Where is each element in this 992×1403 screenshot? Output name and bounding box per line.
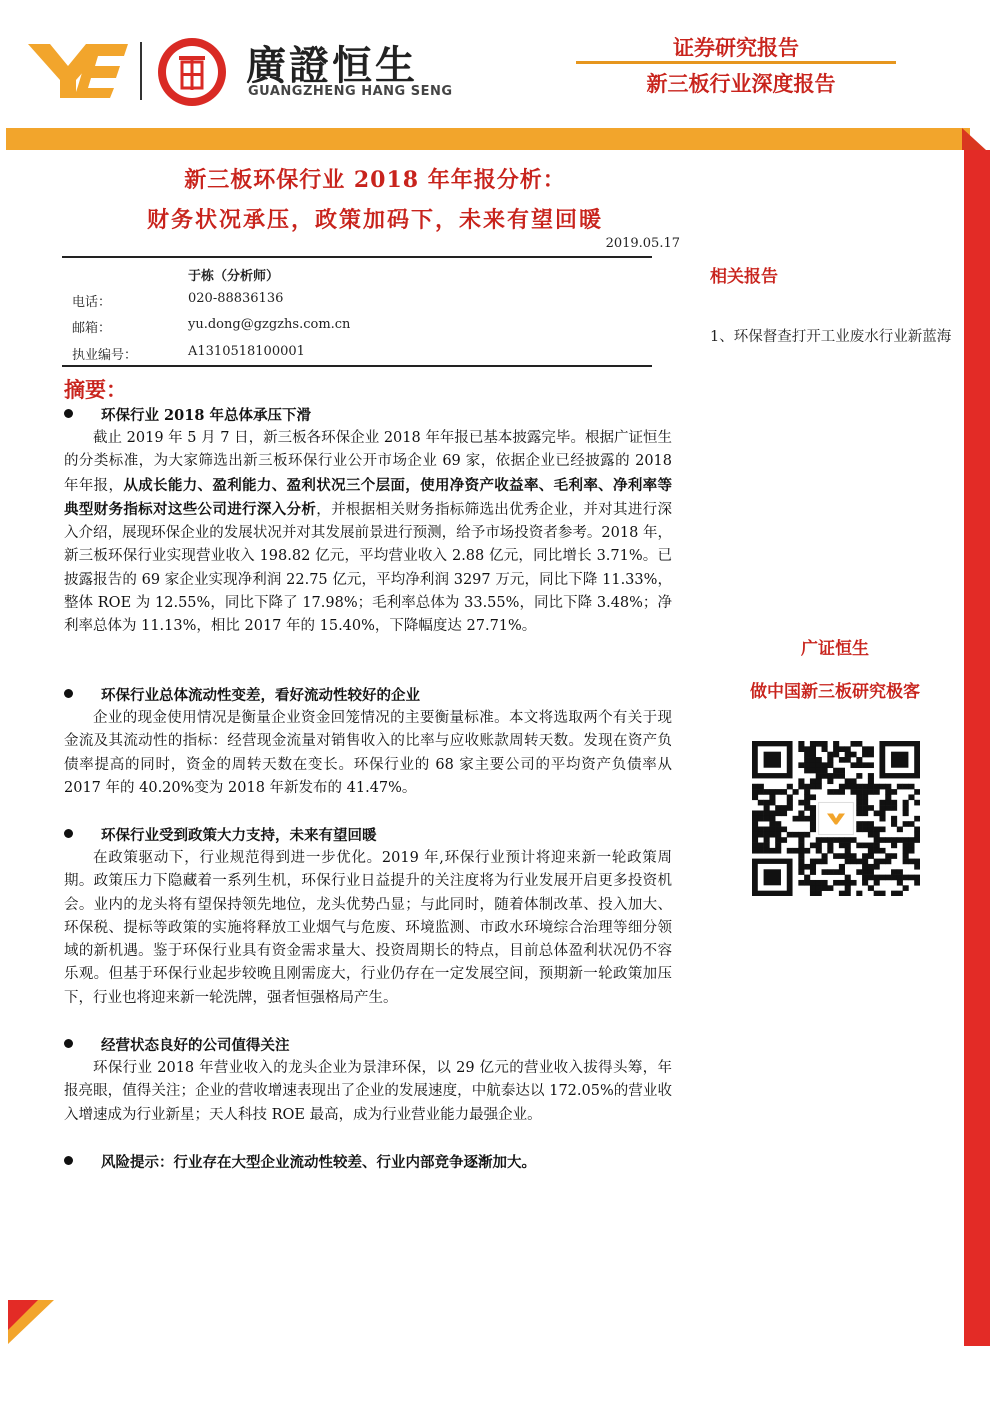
sidebar-brand: 广证恒生 bbox=[801, 639, 869, 659]
paragraph-3: 在政策驱动下，行业规范得到进一步优化。2019 年,环保行业预计将迎来新一轮政策周期。政策压力下隐藏着一系列生机，环保行业日益提升的关注度将为行业发展开启更多投资机会。业内的龙头将有望保持领先地位，龙头优势凸显；与此同时，随着体制改革、投入加大、环保税、提标等政策的实施将释放工业烟气与危废、环境监测、市政水环境综合治理等细分领域的新机遇。鉴于环保行业具有资金需求量大、投资周期长的特点，目前总体盈利状况仍不容乐观。但基于环保行业起步较晚且刚需庞大，行业仍存在一定发展空间，预期新一轮政策加压下，行业也将迎来新一轮洗牌，强者恒强格局产生。 bbox=[64, 850, 672, 1006]
qr-code-icon[interactable] bbox=[752, 741, 920, 896]
sidebar-slogan: 做中国新三板研究极客 bbox=[750, 682, 920, 702]
report-date: 2019.05.17 bbox=[605, 236, 680, 251]
right-side-bar bbox=[964, 150, 990, 1346]
bullet-dot-icon bbox=[64, 829, 73, 838]
banner-corner bbox=[962, 128, 986, 150]
related-report-link[interactable]: 1、环保督查打开工业废水行业新蓝海 bbox=[710, 329, 952, 345]
paragraph-1: 截止 2019 年 5 月 7 日，新三板各环保企业 2018 年年报已基本披露完毕。根据广证恒生的分类标准，为大家筛选出新三板环保行业公开市场企业 69 家，依据企业已经披露的 2018 年年报，从成长能力、盈利能力、盈利状况三个层面，使用净资产收益率、毛利率、净利率等典型财务指标对这些公司进行深入分析，并根据相关财务指标筛选出优秀企业，并对其进行深入介绍，展现环保企业的发展状况并对其发展前景进行预测，给予市场投资者参考。2018 年，新三板环保行业实现营业收入 198.82 亿元，平均营业收入 2.88 亿元，同比增长 3.71%。已披露报告的 69 家企业实现净利润 22.75 亿元，平均净利润 3297 万元，同比下降 11.33%，整体 ROE 为 12.55%，同比下降了 17.98%；毛利率总体为 33.55%，同比下降 3.48%；净利率总体为 11.13%，相比 2017 年的 15.40%，下降幅度达 27.71%。 bbox=[64, 430, 673, 635]
analyst-name: 于栋（分析师） bbox=[188, 269, 280, 284]
bullet-dot-icon bbox=[64, 1156, 73, 1165]
bullet-heading-2: 环保行业总体流动性变差，看好流动性较好的企业 bbox=[64, 684, 420, 705]
corner-decoration-inner bbox=[8, 1300, 38, 1330]
email-label: 邮箱： bbox=[72, 321, 112, 336]
phone-label: 电话： bbox=[72, 295, 112, 310]
paragraph-2: 企业的现金使用情况是衡量企业资金回笼情况的主要衡量标准。本文将选取两个有关于现金流及其流动性的指标：经营现金流量对销售收入的比率与应收账款周转天数。发现在资产负债率提高的同时，资金的周转天数在变长。环保行业的 68 家主要公司的平均资产负债率从 2017 年的 40.20%变为 2018 年新发布的 41.47%。 bbox=[64, 710, 672, 796]
paragraph-4: 环保行业 2018 年营业收入的龙头企业为景津环保，以 29 亿元的营业收入拔得头筹，年报亮眼，值得关注；企业的营收增速表现出了企业的发展速度，中航泰达以 172.05%的营业收入增速成为行业新星；天人科技 ROE 最高，成为行业营业能力最强企业。 bbox=[64, 1060, 672, 1123]
license-value: A1310518100001 bbox=[188, 344, 305, 359]
document-type: 证券研究报告 bbox=[673, 36, 799, 60]
bullet-dot-icon bbox=[64, 1039, 73, 1048]
license-label: 执业编号： bbox=[72, 348, 138, 363]
bullet-heading-4: 经营状态良好的公司值得关注 bbox=[64, 1034, 290, 1055]
brand-english-name: GUANGZHENG HANG SENG bbox=[248, 84, 453, 99]
divider-top bbox=[62, 256, 652, 258]
bullet-dot-icon bbox=[64, 409, 73, 418]
summary-heading: 摘要： bbox=[64, 377, 127, 402]
report-title-line2: 财务状况承压，政策加码下，未来有望回暖 bbox=[146, 207, 603, 233]
related-reports-heading: 相关报告 bbox=[710, 267, 778, 287]
divider-bottom bbox=[62, 365, 652, 367]
seal-logo-icon bbox=[156, 36, 228, 108]
logo-divider bbox=[140, 42, 142, 100]
top-banner bbox=[6, 128, 970, 150]
header-rule bbox=[576, 61, 896, 64]
company-logo-icon bbox=[28, 40, 128, 100]
brand-name: 廣證恒生 bbox=[246, 43, 418, 89]
bullet-dot-icon bbox=[64, 689, 73, 698]
bullet-heading-3: 环保行业受到政策大力支持，未来有望回暖 bbox=[64, 824, 377, 845]
phone-value: 020-88836136 bbox=[188, 291, 284, 306]
email-value[interactable]: yu.dong@gzgzhs.com.cn bbox=[188, 317, 351, 332]
risk-warning: 风险提示：行业存在大型企业流动性较差、行业内部竞争逐渐加大。 bbox=[64, 1151, 536, 1172]
document-subtype: 新三板行业深度报告 bbox=[646, 72, 836, 96]
report-title-line1: 新三板环保行业 2018 年年报分析： bbox=[184, 167, 566, 193]
bullet-heading-1: 环保行业 2018 年总体承压下滑 bbox=[64, 404, 311, 425]
